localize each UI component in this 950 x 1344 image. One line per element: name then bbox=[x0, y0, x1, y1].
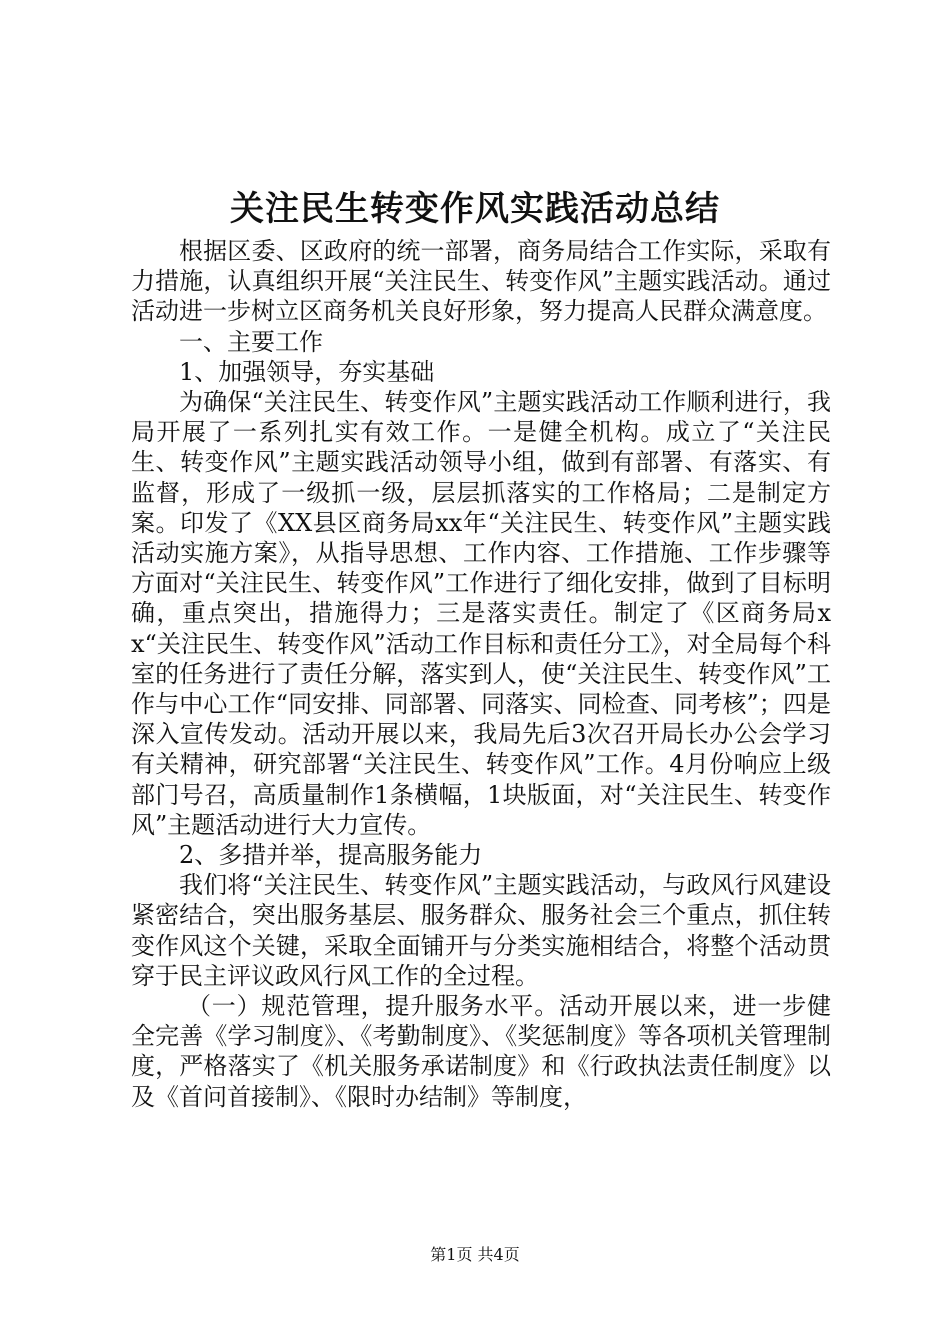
paragraph-leadership: 为确保“关注民生、转变作风”主题实践活动工作顺利进行，我局开展了一系列扎实有效工作。一是健全机构。成立了“关注民生、转变作风”主题实践活动领导小组，做到有部署、有落实、有监督，形成了一级抓一级，层层抓落实的工作格局；二是制定方案。印发了《XX县区商务局xx年“关注民生、转变作风”主题实践活动实施方案》，从指导思想、工作内容、工作措施、工作步骤等方面对“关注民生、转变作风”工作进行了细化安排，做到了目标明确，重点突出，措施得力；三是落实责任。制定了《区商务局xx“关注民生、转变作风”活动工作目标和责任分工》，对全局每个科室的任务进行了责任分解，落实到人，使“关注民生、转变作风”工作与中心工作“同安排、同部署、同落实、同检查、同考核”；四是深入宣传发动。活动开展以来，我局先后3次召开局长办公会学习有关精神，研究部署“关注民生、转变作风”工作。4月份响应上级部门号召，高质量制作1条横幅，1块版面，对“关注民生、转变作风”主题活动进行大力宣传。 bbox=[131, 388, 831, 839]
paragraph-service: 我们将“关注民生、转变作风”主题实践活动，与政风行风建设紧密结合，突出服务基层、服务群众、服务社会三个重点，抓住转变作风这个关键，采取全面铺开与分类实施相结合，将整个活动贯穿于民主评议政风行风工作的全过程。 bbox=[131, 871, 831, 990]
subheading-leadership: 1、加强领导，夯实基础 bbox=[179, 357, 435, 386]
paragraph-intro: 根据区委、区政府的统一部署，商务局结合工作实际，采取有力措施，认真组织开展“关注民生、转变作风”主题实践活动。通过活动进一步树立区商务机关良好形象，努力提高人民群众满意度。 bbox=[131, 237, 831, 326]
page-footer: 第1页 共4页 bbox=[430, 1245, 520, 1264]
paragraph-management: （一）规范管理，提升服务水平。活动开展以来，进一步健全完善《学习制度》、《考勤制度》、《奖惩制度》等各项机关管理制度，严格落实了《机关服务承诺制度》和《行政执法责任制度》以及《首问首接制》、《限时办结制》等制度， bbox=[131, 992, 831, 1111]
heading-main-work: 一、主要工作 bbox=[179, 327, 323, 356]
document-title: 关注民生转变作风实践活动总结 bbox=[230, 189, 720, 229]
subheading-service: 2、多措并举，提高服务能力 bbox=[179, 841, 483, 870]
document-body bbox=[131, 236, 831, 1112]
